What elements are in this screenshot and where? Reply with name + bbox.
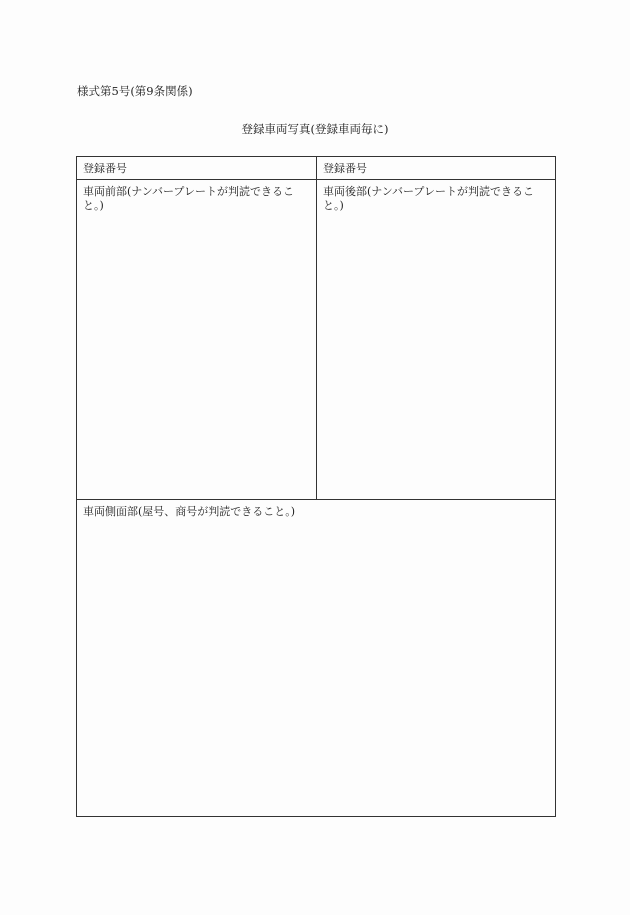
vehicle-rear-label: 車両後部(ナンバープレートが判読できること。) — [323, 185, 534, 212]
document-title: 登録車両写真(登録車両毎に) — [241, 122, 389, 136]
registration-number-cell-right — [317, 157, 555, 180]
vehicle-front-photo-area — [77, 180, 317, 500]
registration-number-label-left: 登録番号 — [83, 162, 127, 175]
vehicle-side-label: 車両側面部(屋号、商号が判読できること。) — [83, 505, 296, 518]
registration-number-label-right: 登録番号 — [323, 162, 367, 175]
vehicle-photo-table — [76, 156, 556, 817]
form-number-label: 様式第5号(第9条関係) — [77, 84, 193, 98]
vehicle-side-photo-area — [77, 500, 555, 816]
vehicle-front-label: 車両前部(ナンバープレートが判読できること。) — [83, 185, 294, 212]
registration-number-cell-left — [77, 157, 317, 180]
vehicle-rear-photo-area — [317, 180, 555, 500]
